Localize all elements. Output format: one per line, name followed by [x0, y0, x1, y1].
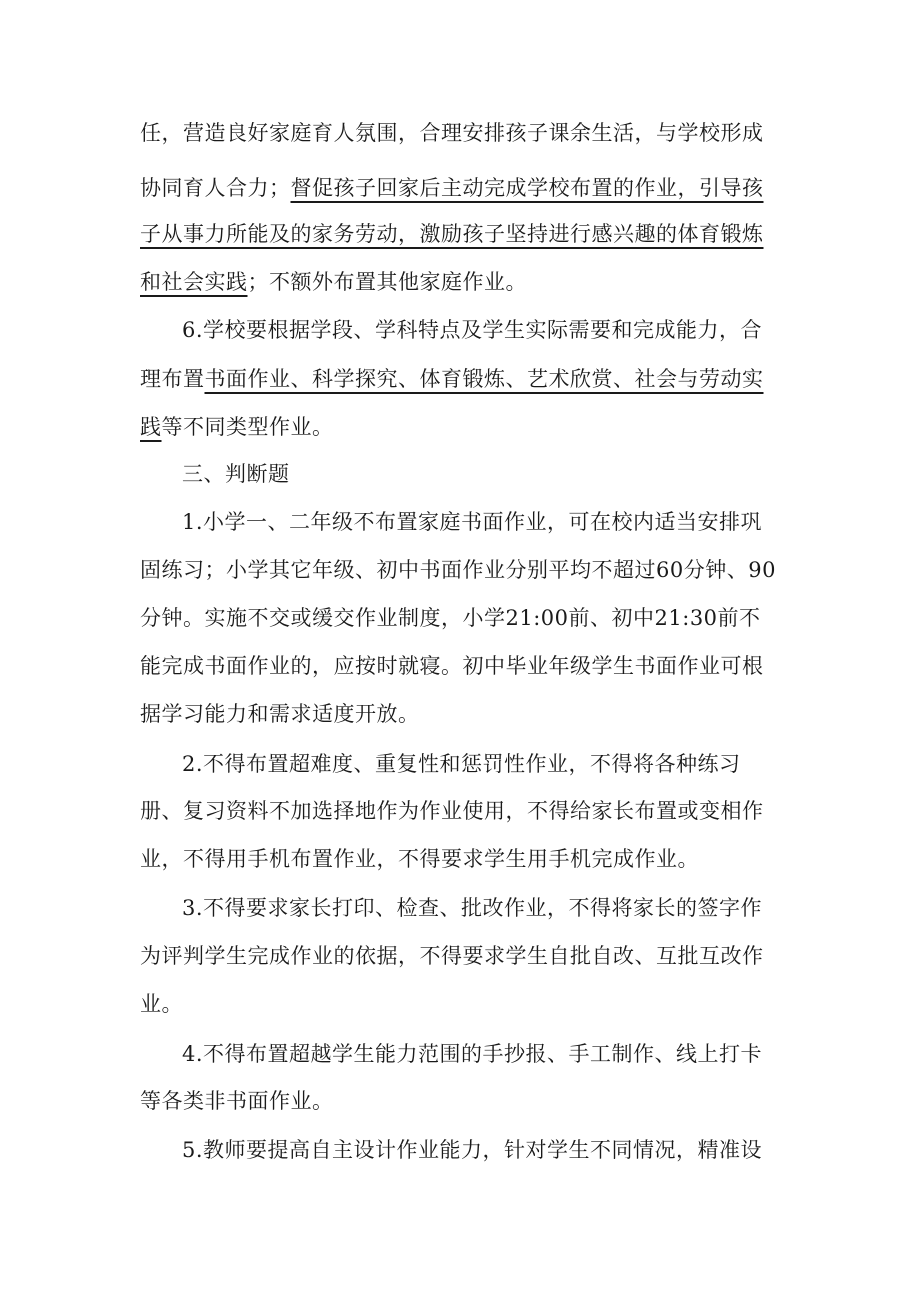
text-run: 等各类非书面作业。	[140, 1089, 334, 1113]
text-run: 等不同类型作业。	[161, 415, 334, 439]
paragraph-line	[140, 603, 761, 633]
paragraph-line	[182, 749, 741, 779]
paragraph-line	[140, 364, 764, 394]
text-run: 册、复习资料不加选择地作为作业使用，不得给家长布置或变相作	[140, 799, 764, 823]
heading-text: 三、判断题	[182, 462, 290, 486]
text-run: 为评判学生完成作业的依据，不得要求学生自批自改、互批互改作	[140, 944, 764, 968]
text-run: 协同育人合力；	[140, 176, 291, 200]
text-run: 据学习能力和需求适度开放。	[140, 702, 420, 726]
text-run: 1.小学一、二年级不布置家庭书面作业，可在校内适当安排巩	[182, 510, 763, 534]
underlined-text: 践	[140, 415, 162, 439]
text-run: ；不额外布置其他家庭作业。	[247, 270, 527, 294]
text-run: 分钟。实施不交或缓交作业制度，小学21:00前、初中21:30前不	[140, 606, 761, 630]
text-run: 4.不得布置超越学生能力范围的手抄报、手工制作、线上打卡	[182, 1042, 763, 1066]
text-run: 理布置	[140, 367, 205, 391]
text-run: 业。	[140, 992, 183, 1016]
text-run: 2.不得布置超难度、重复性和惩罚性作业，不得将各种练习	[182, 752, 741, 776]
paragraph-line	[140, 219, 764, 249]
paragraph-line	[140, 555, 776, 585]
paragraph-line	[140, 651, 764, 681]
underlined-text: 书面作业、科学探究、体育锻炼、艺术欣赏、社会与劳动实	[204, 367, 764, 391]
text-run: 任，营造良好家庭育人氛围，合理安排孩子课余生活，与学校形成	[140, 121, 764, 145]
text-run: 6.学校要根据学段、学科特点及学生实际需要和完成能力，合	[182, 318, 763, 342]
paragraph-line	[140, 699, 420, 729]
section-heading	[182, 459, 290, 489]
underlined-text: 子从事力所能及的家务劳动，激励孩子坚持进行感兴趣的体育锻炼	[140, 222, 764, 246]
paragraph-line	[140, 941, 764, 971]
text-run: 固练习；小学其它年级、初中书面作业分别平均不超过60分钟、90	[140, 558, 776, 582]
paragraph-line	[182, 893, 762, 923]
paragraph-line	[140, 267, 527, 297]
paragraph-line	[182, 315, 762, 345]
paragraph-line	[140, 796, 764, 826]
underlined-text: 和社会实践	[140, 270, 248, 294]
text-run: 业，不得用手机布置作业，不得要求学生用手机完成作业。	[140, 847, 699, 871]
paragraph-line	[182, 1135, 762, 1165]
text-run: 能完成书面作业的，应按时就寝。初中毕业年级学生书面作业可根	[140, 654, 764, 678]
paragraph-line	[140, 1086, 334, 1116]
text-run: 5.教师要提高自主设计作业能力，针对学生不同情况，精准设	[182, 1138, 763, 1162]
paragraph-line	[140, 844, 699, 874]
text-run: 3.不得要求家长打印、检查、批改作业，不得将家长的签字作	[182, 896, 763, 920]
underlined-text: 督促孩子回家后主动完成学校布置的作业，引导孩	[290, 176, 764, 200]
paragraph-line	[182, 507, 762, 537]
paragraph-line	[140, 173, 764, 203]
paragraph-line	[140, 118, 764, 148]
paragraph-line	[182, 1039, 762, 1069]
paragraph-line	[140, 412, 334, 442]
paragraph-line	[140, 989, 183, 1019]
